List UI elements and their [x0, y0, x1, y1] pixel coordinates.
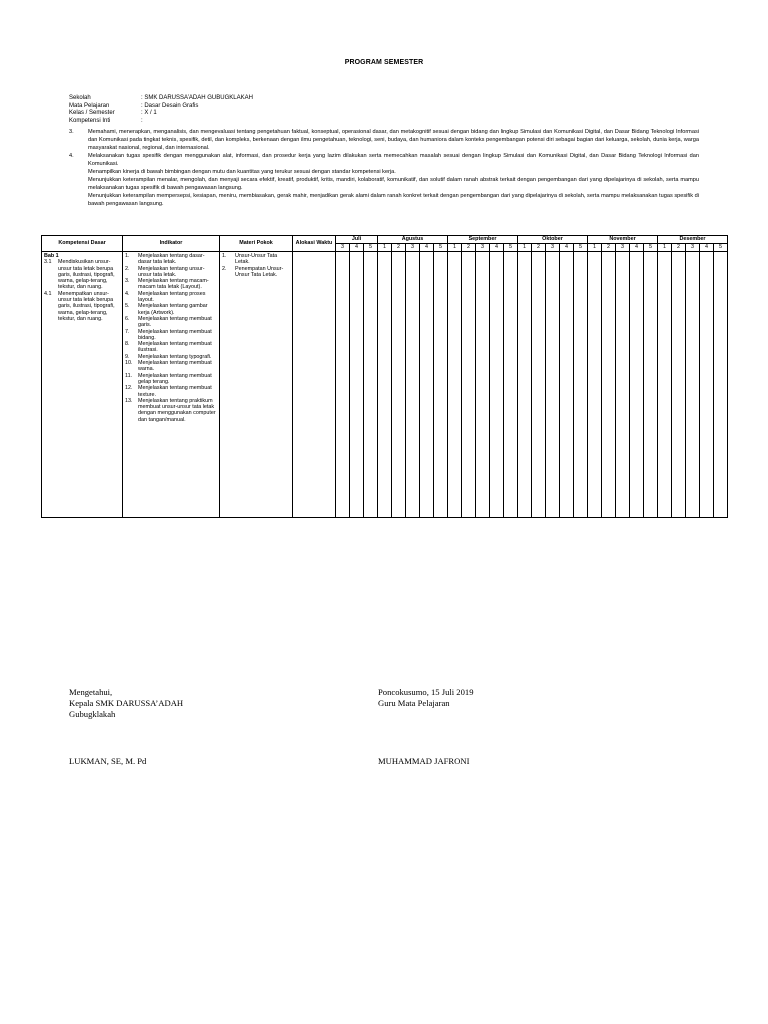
indikator-item [125, 316, 217, 329]
indikator-text: Menjelaskan tentang proses layout. [138, 290, 206, 304]
info-label: Sekolah [69, 95, 91, 101]
signature-left-line: Gubugklakah [69, 709, 116, 719]
indikator-text: Menjelaskan tentang membuat texture. [138, 385, 212, 398]
ki-item [69, 128, 699, 152]
week-number-cell: 1 [378, 244, 392, 252]
info-value: : [141, 117, 143, 124]
indikator-text: Menjelaskan tentang gambar kerja (Artwork). [138, 303, 208, 316]
info-value: : Dasar Desain Grafis [141, 102, 199, 109]
signature-left-line: Kepala SMK DARUSSA’ADAH [69, 698, 184, 708]
indikator-text: Menjelaskan tentang typografi. [138, 353, 212, 360]
indikator-number: 3. [125, 278, 130, 285]
kd-item [44, 259, 120, 290]
ki-sub-text: Menunjukkan keterampilan menalar, mengolah, dan menyaji secara efektif, kreatif, produktif, kritis, mandiri, kolaboratif, komunikatif, dan solutif dalam ranah abstrak terkait dengan pengembangan dari yang dipelajarinya di sekolah, serta mampu melaksanakan tugas spesifik di bawah pengawasan langsung. [88, 177, 699, 191]
signature-left-line: Mengetahui, [69, 687, 113, 697]
materi-number: 2. [222, 265, 227, 272]
header-month-september: September [448, 236, 518, 244]
indikator-text: Menjelaskan tentang praktikum membuat unsur-unsur tata letak dengan menggunakan computer dan tangan/manual. [138, 397, 216, 423]
week-schedule-cell [532, 252, 546, 518]
document-title: PROGRAM SEMESTER [344, 59, 424, 66]
week-number-cell: 1 [658, 244, 672, 252]
kompetensi-inti-block [69, 128, 699, 208]
week-number-cell: 5 [434, 244, 448, 252]
info-row-school [69, 95, 253, 103]
header-month-oktober: Oktober [518, 236, 588, 244]
week-schedule-cell [350, 252, 364, 518]
week-schedule-cell [560, 252, 574, 518]
week-schedule-cell [364, 252, 378, 518]
ki-text: Memahami, menerapkan, menganalisis, dan mengevaluasi tentang pengetahuan faktual, konseptual, operasional dasar, dan metakognitif sesuai dengan bidang dan lingkup Simulasi dan Komunikasi Digital, dan Dasar Bidang Teknologi Informasi dan Komunikasi pada tingkat teknis, spesifik, detil, dan kompleks, berkenaan dengan ilmu pengetahuan, teknologi, seni, budaya, dan humaniora dalam konteks pengembangan potensi diri sebagai bagian dari keluarga, sekolah, dunia kerja, warga masyarakat nasional, regional, dan internasional. [88, 129, 699, 151]
week-number-cell: 3 [476, 244, 490, 252]
header-alokasi-waktu: Alokasi Waktu [293, 236, 336, 252]
materi-item [222, 266, 290, 279]
indikator-item [125, 398, 217, 423]
info-label: Mata Pelajaran [69, 102, 110, 109]
ki-number: 4. [69, 153, 74, 159]
week-schedule-cell [476, 252, 490, 518]
week-number-cell: 4 [700, 244, 714, 252]
indikator-item [125, 373, 217, 386]
week-number-cell: 4 [350, 244, 364, 252]
indikator-number: 4. [125, 290, 130, 297]
week-schedule-cell [588, 252, 602, 518]
week-schedule-cell [406, 252, 420, 518]
semester-program-table [41, 235, 728, 518]
ki-number: 3. [69, 129, 74, 135]
week-schedule-cell [630, 252, 644, 518]
week-number-cell: 3 [546, 244, 560, 252]
indikator-text: Menjelaskan tentang membuat bidang. [138, 328, 212, 341]
week-number-cell: 5 [714, 244, 728, 252]
week-number-cell: 2 [672, 244, 686, 252]
info-label: Kompetensi Inti [69, 117, 111, 124]
week-schedule-cell [546, 252, 560, 518]
indikator-item [125, 360, 217, 373]
indikator-text: Menjelaskan tentang membuat gelap terang. [138, 372, 212, 385]
indikator-number: 12. [125, 385, 133, 392]
info-value: : X / 1 [141, 110, 157, 117]
signature-left [69, 687, 289, 720]
week-number-cell: 3 [686, 244, 700, 252]
week-number-cell: 3 [406, 244, 420, 252]
week-schedule-cell [392, 252, 406, 518]
week-schedule-cell [616, 252, 630, 518]
ki-item [69, 152, 699, 168]
indikator-item [125, 303, 217, 316]
week-number-cell: 5 [504, 244, 518, 252]
week-schedule-cell [462, 252, 476, 518]
materi-number: 1. [222, 253, 227, 259]
info-row-subject [69, 103, 253, 111]
week-schedule-cell [714, 252, 728, 518]
signature-right-line: Poncokusumo, 15 Juli 2019 [378, 687, 474, 697]
indikator-text: Menjelaskan tentang membuat ilustrasi. [138, 341, 212, 354]
week-number-cell: 3 [616, 244, 630, 252]
week-number-cell: 5 [644, 244, 658, 252]
week-number-cell: 1 [518, 244, 532, 252]
info-label: Kelas / Semester [69, 110, 115, 117]
week-number-cell: 2 [392, 244, 406, 252]
header-indikator: Indikator [123, 236, 220, 252]
week-schedule-cell [420, 252, 434, 518]
header-materi-pokok: Materi Pokok [220, 236, 293, 252]
indikator-number: 2. [125, 265, 130, 272]
indikator-text: Menjelaskan tentang dasar-dasar tata letak. [138, 253, 205, 266]
indikator-item [125, 385, 217, 398]
indikator-item [125, 266, 217, 279]
week-schedule-cell [378, 252, 392, 518]
indikator-item [125, 253, 217, 266]
week-number-cell: 4 [630, 244, 644, 252]
week-schedule-cell [672, 252, 686, 518]
week-number-cell: 3 [336, 244, 350, 252]
teacher-name: MUHAMMAD JAFRONI [378, 756, 470, 766]
info-row-ki [69, 118, 253, 126]
materi-text: Unsur-Unsur Tata Letak. [235, 253, 278, 266]
week-schedule-cell [700, 252, 714, 518]
week-schedule-cell [490, 252, 504, 518]
kd-text: Mendiskusikan unsur-unsur tata letak berupa garis, ilustrasi, tipografi, warna, gelap-terang, tekstur, dan ruang. [58, 259, 115, 291]
indikator-text: Menjelaskan tentang membuat warna. [138, 360, 212, 373]
indikator-number: 10. [125, 360, 133, 367]
cell-alokasi-waktu [293, 252, 336, 518]
ki-sub-text: Menunjukkan keterampilan mempersepsi, kesiapan, meniru, membiasakan, gerak mahir, menjadikan gerak alami dalam ranah konkret terkait dengan pengembangan dari yang dipelajarinya di sekolah, serta mampu melaksanakan tugas spesifik di bawah pengawasan langsung. [88, 193, 699, 207]
week-schedule-cell [686, 252, 700, 518]
week-schedule-cell [434, 252, 448, 518]
indikator-number: 13. [125, 397, 133, 404]
kd-number: 3.1 [44, 259, 52, 266]
info-value: : SMK DARUSSA’ADAH GUBUGKLAKAH [141, 95, 253, 101]
week-number-cell: 2 [602, 244, 616, 252]
week-number-cell: 5 [574, 244, 588, 252]
week-number-cell: 4 [420, 244, 434, 252]
indikator-number: 1. [125, 253, 130, 259]
indikator-item [125, 329, 217, 342]
signature-right-line: Guru Mata Pelajaran [378, 698, 450, 708]
header-month-juli: Juli [336, 236, 378, 244]
week-schedule-cell [644, 252, 658, 518]
ki-sub-text: Menampilkan kinerja di bawah bimbingan dengan mutu dan kuantitas yang terukur sesuai dengan standar kompetensi kerja. [88, 169, 396, 175]
indikator-number: 11. [125, 372, 133, 379]
info-row-class [69, 110, 253, 118]
materi-item [222, 253, 290, 266]
indikator-number: 8. [125, 341, 130, 348]
indikator-item [125, 278, 217, 291]
table-row [42, 252, 728, 518]
materi-text: Penempatan Unsur-Unsur Tata Letak. [235, 265, 284, 278]
week-number-cell: 1 [588, 244, 602, 252]
indikator-text: Menjelaskan tentang macam-macam tata letak (Layout). [138, 278, 209, 291]
week-number-cell: 1 [448, 244, 462, 252]
kd-text: Menempatkan unsur-unsur tata letak berupa garis, ilustrasi, tipografi, warna, gelap-terang, tekstur, dan ruang. [58, 290, 115, 322]
school-info [69, 95, 253, 125]
indikator-number: 9. [125, 353, 130, 360]
kd-bab-label: Bab 1 [44, 253, 59, 259]
cell-materi-pokok [220, 252, 293, 518]
indikator-text: Menjelaskan tentang unsur-unsur tata letak. [138, 265, 205, 278]
week-schedule-cell [658, 252, 672, 518]
kd-item [44, 291, 120, 322]
week-number-cell: 2 [532, 244, 546, 252]
week-number-cell: 2 [462, 244, 476, 252]
week-schedule-cell [336, 252, 350, 518]
indikator-number: 6. [125, 315, 130, 322]
cell-kompetensi-dasar [42, 252, 123, 518]
indikator-number: 5. [125, 303, 130, 310]
week-schedule-cell [448, 252, 462, 518]
week-schedule-cell [518, 252, 532, 518]
header-month-november: November [588, 236, 658, 244]
indikator-item [125, 341, 217, 354]
header-kompetensi-dasar: Kompetensi Dasar [42, 236, 123, 252]
week-number-cell: 4 [490, 244, 504, 252]
kd-number: 4.1 [44, 290, 52, 297]
principal-name: LUKMAN, SE, M. Pd [69, 756, 147, 766]
indikator-item [125, 291, 217, 304]
ki-text: Melaksanakan tugas spesifik dengan menggunakan alat, informasi, dan prosedur kerja yang lazim dilakukan serta memecahkan masalah sesuai dengan lingkup Simulasi dan Komunikasi Digital, dan Dasar Bidang Teknologi Informasi dan Komunikasi. [88, 153, 699, 167]
week-number-cell: 4 [560, 244, 574, 252]
cell-indikator [123, 252, 220, 518]
week-number-cell: 5 [364, 244, 378, 252]
week-schedule-cell [574, 252, 588, 518]
signature-right [378, 687, 598, 709]
header-month-agustus: Agustus [378, 236, 448, 244]
indikator-text: Menjelaskan tentang membuat garis. [138, 315, 212, 329]
header-month-desember: Desember [658, 236, 728, 244]
week-schedule-cell [602, 252, 616, 518]
indikator-number: 7. [125, 328, 130, 335]
week-schedule-cell [504, 252, 518, 518]
